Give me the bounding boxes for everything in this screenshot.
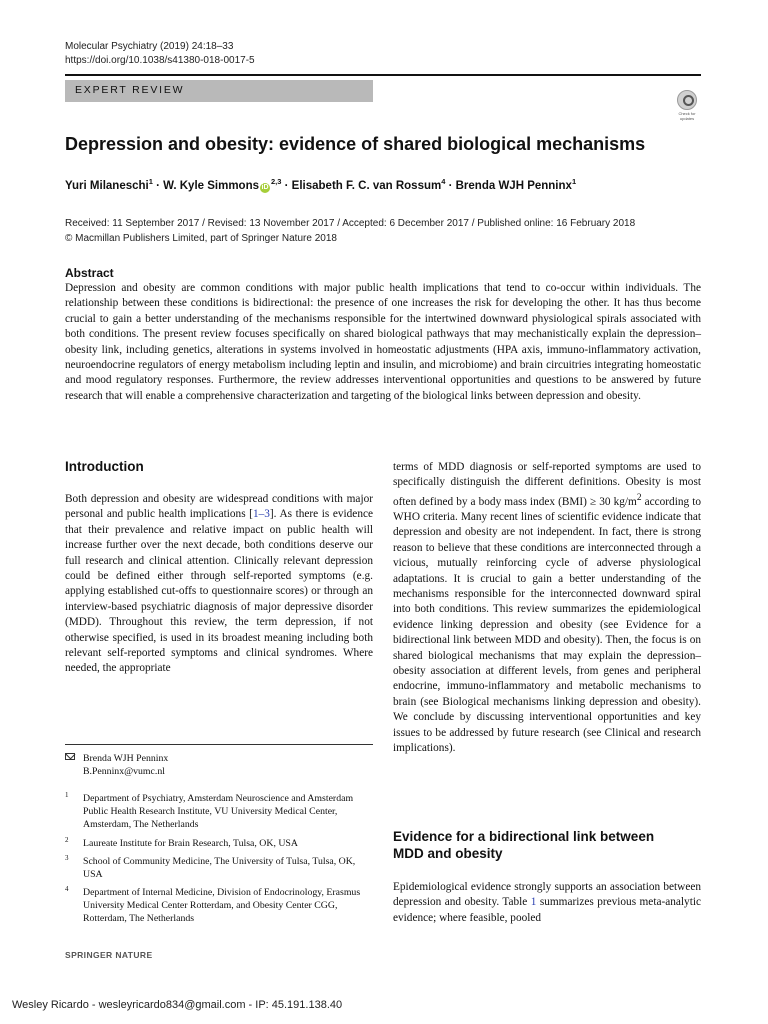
- footnote-rule: [65, 744, 373, 745]
- affiliation-text: School of Community Medicine, The University of Tulsa, Tulsa, OK, USA: [83, 856, 356, 880]
- download-watermark: Wesley Ricardo - wesleyricardo834@gmail.com - IP: 45.191.138.40: [12, 999, 343, 1011]
- author-list: [65, 177, 576, 193]
- author-separator: ·: [445, 179, 456, 192]
- evidence-heading-line-1: Evidence for a bidirectional link between: [393, 829, 655, 844]
- affiliation-3: [65, 855, 373, 881]
- author-separator: ·: [152, 179, 164, 192]
- author-affiliation-marker: 2,3: [271, 177, 282, 186]
- author-affiliation-marker: 1: [571, 177, 577, 186]
- header-rule: [65, 74, 701, 76]
- affiliation-2: [65, 837, 373, 850]
- author-separator: ·: [281, 179, 292, 192]
- affiliation-1: [65, 792, 373, 831]
- doi-link[interactable]: https://doi.org/10.1038/s41380-018-0017-5: [65, 55, 255, 66]
- table-link[interactable]: 1: [530, 896, 537, 909]
- springer-nature-logo: SPRINGER NATURE: [65, 950, 153, 960]
- copyright-notice: © Macmillan Publishers Limited, part of Springer Nature 2018: [65, 233, 337, 244]
- check-updates-label: Check for updates: [678, 111, 696, 121]
- journal-citation: Molecular Psychiatry (2019) 24:18–33: [65, 41, 234, 52]
- introduction-heading: Introduction: [65, 459, 144, 474]
- orcid-icon[interactable]: iD: [261, 183, 269, 191]
- affiliation-number: 4: [65, 885, 69, 893]
- intro-text-a: Both depression and obesity are widespread conditions with major personal and public health implications [: [65, 493, 373, 521]
- envelope-icon: [65, 753, 75, 760]
- author-affiliation-marker: 1: [148, 177, 153, 186]
- author-name[interactable]: Elisabeth F. C. van Rossum: [291, 179, 442, 192]
- evidence-text-b: summarizes previous meta-analytic evidence; where feasible, pooled: [393, 896, 701, 924]
- author-name[interactable]: Brenda WJH Penninx: [455, 179, 572, 192]
- affiliation-text: Department of Internal Medicine, Division of Endocrinology, Erasmus University Medical Center Rotterdam, and Obesity Center CGG, Rotterdam, The Netherlands: [83, 887, 361, 924]
- author-name[interactable]: W. Kyle Simmons: [163, 179, 259, 192]
- introduction-continued-paragraph: [393, 460, 701, 756]
- affiliation-text: Laureate Institute for Brain Research, Tulsa, OK, USA: [83, 838, 298, 849]
- history-dates: Received: 11 September 2017 / Revised: 13 November 2017 / Accepted: 6 December 2017 / Published online: 16 February 2018: [65, 218, 636, 229]
- intro-cont-text-a: terms of MDD diagnosis or self-reported symptoms are used to specifically distinguish the different definitions. Obesity is most often defined by a body mass index (BMI) ≥ 30 kg/m: [393, 461, 701, 508]
- evidence-heading-line-2: MDD and obesity: [393, 846, 503, 861]
- superscript: 2: [636, 492, 642, 503]
- affiliation-text: Department of Psychiatry, Amsterdam Neuroscience and Amsterdam Public Health Research Institute, VU University Medical Center, Amsterdam, The Netherlands: [83, 793, 354, 830]
- author-affiliation-marker: 4: [441, 177, 446, 186]
- intro-text-b: ]. As there is evidence that their prevalence and relative impact on public health will increase further over the next decade, both conditions deserve our full research and clinical attention. Clinically relevant depression could be defined either through self-reported symptoms (e.g. applying established cut-offs to questionnaire scores) or through an interview-based psychiatric diagnosis of major depressive disorder (MDD). Throughout this review, the term depression, if not otherwise specified, is used in its broadest meaning including both relevant self-reported symptoms and clinical syndromes. Where needed, the appropriate: [65, 508, 374, 675]
- author-name[interactable]: Yuri Milaneschi: [65, 179, 149, 192]
- article-type-label: EXPERT REVIEW: [75, 84, 185, 96]
- intro-cont-text-b: according to WHO criteria. Many recent lines of scientific evidence indicate that depression and obesity are not independent. In fact, there is strong reason to believe that these conditions are interconnected through a vicious, mutually reinforcing cycle of adverse physiological adaptations. It is crucial to gain a better understanding of the mechanisms responsible for the interconnected downward spiral into both conditions. This review summarizes the epidemiological evidence linking depression and obesity (see Evidence for a bidirectional link between MDD and obesity). Then, the focus is on shared biological mechanisms that may explain the depression–obesity association at different levels, from genes and peripheral endocrine, immuno-inflammatory and metabolic mechanisms to brain (see Biological mechanisms linking depression and obesity). We conclude by discussing interventional opportunities and key issues to be addressed by future research (see Clinical and research implications).: [393, 495, 701, 755]
- affiliation-number: 2: [65, 836, 69, 844]
- journal-header: [65, 40, 255, 68]
- evidence-text-a: Epidemiological evidence strongly supports an association between depression and obesity. Table: [393, 881, 701, 909]
- abstract-text: Depression and obesity are common conditions with major public health implications that tend to co-occur within individuals. The relationship between these conditions is bidirectional: the presence of one increases the risk for developing the other. It has thus become crucial to gain a better understanding of the mechanisms responsible for the intertwined downward physiological spirals associated with both conditions. The present review focuses specifically on shared biological pathways that may mechanistically explain the depression–obesity link, including genetics, alterations in systems involved in homeostatic adjustments (HPA axis, immuno-inflammatory activation, neuroendocrine regulators of energy metabolism including leptin and insulin, and microbiome) and brain circuitries integrating homeostatic and mood regulatory responses. Furthermore, the review addresses interventional opportunities and questions to be answered by future research that will enable a comprehensive characterization and targeting of the biological links between depression and obesity.: [65, 282, 701, 402]
- affiliation-4: [65, 886, 373, 925]
- affiliation-number: 3: [65, 854, 69, 862]
- check-for-updates-badge[interactable]: [672, 90, 702, 122]
- evidence-heading: [393, 828, 654, 862]
- article-type-bar: [65, 80, 373, 102]
- abstract-heading: Abstract: [65, 266, 114, 280]
- affiliation-number: 1: [65, 791, 69, 799]
- check-updates-icon: [677, 90, 697, 110]
- citation-link[interactable]: 1–3: [252, 508, 270, 521]
- introduction-paragraph: [65, 492, 373, 677]
- publication-dates: [65, 216, 635, 246]
- corresponding-author: [65, 752, 168, 778]
- article-title: Depression and obesity: evidence of shared biological mechanisms: [65, 134, 646, 154]
- evidence-paragraph: [393, 880, 701, 926]
- corresponding-name: Brenda WJH Penninx: [83, 753, 169, 764]
- corresponding-email[interactable]: B.Penninx@vumc.nl: [83, 766, 165, 777]
